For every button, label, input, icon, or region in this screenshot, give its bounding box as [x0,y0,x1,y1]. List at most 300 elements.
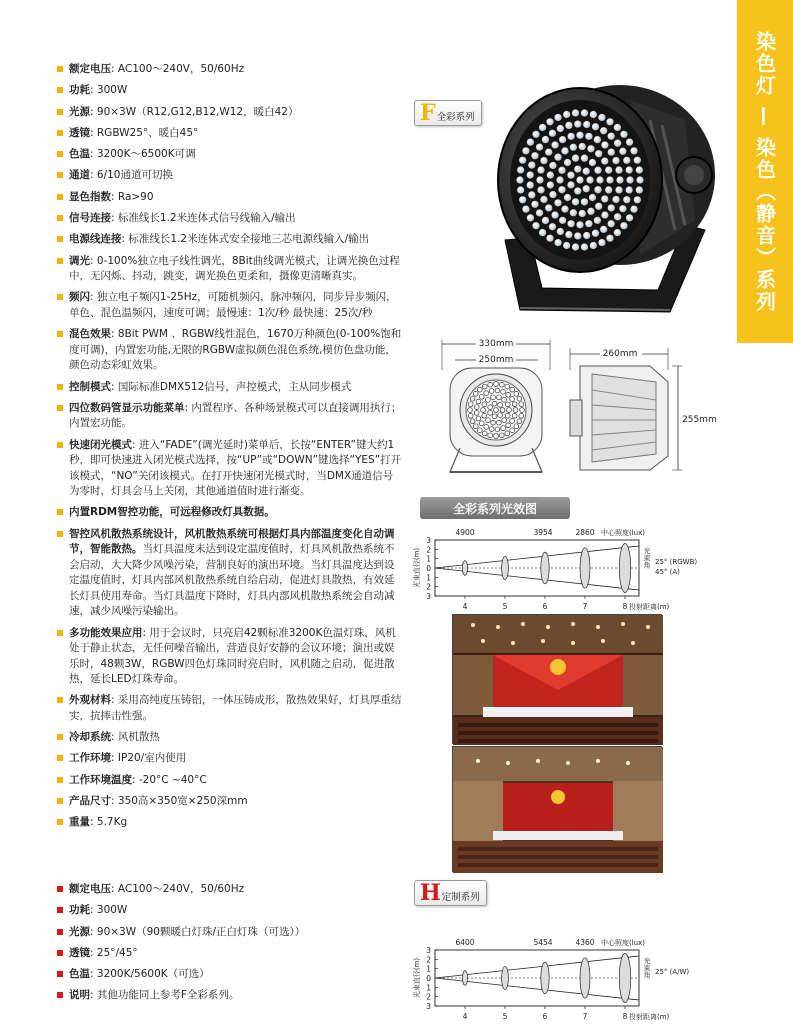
led-dot [554,239,561,246]
led-dot [579,210,586,217]
f-series-name: 全彩系列 [436,112,475,123]
led-dot [527,181,534,188]
spec-separator: : [111,795,115,808]
front-led-dot [482,431,487,436]
front-led-dot [492,401,497,406]
led-dot [572,243,579,250]
y-tick-label: 0 [426,974,431,983]
beam-cross-section [619,544,630,593]
spec-separator: : [90,105,94,118]
led-dot [615,166,622,173]
bullet-marker [57,886,63,892]
spec-value: 风机散热 [114,731,160,744]
spec-label: 色温 [69,968,90,981]
led-dot [542,217,549,224]
spec-item [57,168,402,184]
led-dot [563,111,570,118]
bullet-marker [57,442,63,448]
led-dot [546,235,553,242]
led-dot [590,242,597,249]
led-dot [594,217,601,224]
y-tick-label: 1 [426,554,431,564]
led-dot [594,167,601,174]
front-led-dot [520,408,525,413]
led-dot [558,167,565,174]
led-dot [634,157,641,164]
spec-value: -20°C ~40°C [135,773,207,786]
x-tick-label: 4 [462,1012,468,1021]
led-dot [601,195,608,202]
spec-value: RGBW25°、暖白45° [93,126,199,139]
bullet-marker [57,929,63,935]
y-tick-label: 2 [426,955,431,965]
led-dot [630,206,637,213]
spec-separator: : [90,946,94,959]
led-dot [561,205,568,212]
led-dot [608,148,615,155]
led-dot [583,121,590,128]
led-dot [598,114,605,121]
x-tick-label: 8 [622,1012,628,1021]
led-dot [626,176,633,183]
bullet-marker [57,236,63,242]
spec-item [57,62,402,78]
front-led-dot [489,427,494,432]
spec-separator: : [90,925,94,938]
led-dot [612,157,619,164]
spec-item [57,988,402,1004]
front-led-dot [514,391,519,396]
illuminance-value: 4900 [455,528,475,537]
led-dot [551,211,558,218]
led-dot [592,123,599,130]
auditorium-photo-2 [452,746,662,872]
front-led-dot [488,410,493,415]
led-dot [547,171,554,178]
front-led-dot [501,426,506,431]
spec-value: AC100～240V，50/60Hz [114,63,245,75]
front-led-dot [505,413,510,418]
spec-separator: : [111,190,115,203]
front-led-dot [468,402,473,407]
spec-value: 350高×350宽×250深mm [114,795,248,808]
bullet-marker [57,87,63,93]
dim-width-inner: 250mm [478,355,514,365]
led-dot [626,214,633,221]
led-dot [540,196,547,203]
x-tick-label: 7 [582,1012,588,1021]
beam-cross-section [462,971,467,985]
spec-separator: : [111,328,115,341]
spec-value: 25°/45° [93,946,138,959]
spec-separator: : [90,989,94,1002]
spec-label: 频闪 [69,291,90,304]
spec-label: 功耗 [69,84,90,97]
spec-value: 90×3W（R12,G12,B12,W12，暖白42） [93,105,299,118]
led-dot [564,159,571,166]
led-dot [539,124,546,131]
h-series-name: 定制系列 [441,892,480,903]
led-dot [557,125,564,132]
spec-separator: : [90,148,94,161]
front-led-dot [481,408,486,413]
x-tick-label: 7 [582,602,588,611]
front-led-dot [491,395,496,400]
bullet-marker [57,331,63,337]
spec-value: 用于会议时，只亮启42颗标准3200K色温灯珠，风机处于静止状态，无任何噪音输出，营造良好安静的会议环境；演出或娱乐时，48颗3W，RGBW四色灯珠同时亮启时，风机随之启动，促进散热，延长LED灯珠寿命。 [69,626,396,686]
front-led-dot [482,384,487,389]
spec-separator: : [132,773,136,786]
spec-value: 3200K～6500K可调 [93,148,196,161]
front-led-dot [498,413,503,418]
led-dot [572,198,579,205]
spec-item [57,773,402,789]
front-led-dot [492,414,497,419]
front-led-dot [496,395,501,400]
front-led-dot [501,389,506,394]
spec-separator: : [90,816,94,829]
spec-value: 300W [93,84,128,97]
led-dot [608,220,615,227]
spec-item [57,327,402,374]
y-axis-label: 光束直径(m) [413,547,421,589]
spec-item [57,254,402,285]
led-dot [532,131,539,138]
led-dot [590,111,597,118]
led-dot [630,147,637,154]
led-dot [581,155,588,162]
illuminance-value: 3954 [533,528,553,537]
spec-label: 色温 [69,148,90,161]
bullet-marker [57,194,63,200]
bullet-marker [57,258,63,264]
effect-section-header [420,497,570,519]
x-tick-label: 4 [462,602,468,611]
illuminance-value: 5454 [533,938,553,947]
led-dot [600,127,607,134]
y-tick-label: 3 [426,536,431,545]
led-dot [608,204,615,211]
front-led-dot [500,408,505,413]
h-beam-chart [413,934,735,1024]
spec-item [57,232,402,248]
x-tick-label: 5 [502,1012,508,1021]
spec-label: 控制模式 [69,380,111,393]
beam-cross-section [541,552,549,584]
spec-value: 90×3W（90颗暖白灯珠/正白灯珠（可选）） [93,925,306,938]
spec-item [57,105,402,121]
spec-label: 重量 [69,816,90,829]
spec-item [57,967,402,983]
spec-separator: : [121,233,126,246]
spec-label: 四位数码管显示功能菜单 [69,401,185,414]
led-dot [574,165,581,172]
led-dot [587,145,594,152]
spec-label: 内置RDM智控功能，可远程修改灯具数据。 [69,506,275,519]
led-dot [540,157,547,164]
led-dot [537,166,544,173]
led-dot [527,214,534,221]
front-led-dot [510,428,515,433]
led-dot [594,136,601,143]
spec-value: 8Bit PWM 、RGBW线性混色，1670万种颜色(0-100%饱和度可调)，内置宏功能,无限的RGBW虚拟颜色混色系统,模仿色盘功能，颜色动态彩虹效果。 [69,328,402,372]
front-led-dot [484,391,489,396]
spec-value: 当灯具温度未达到设定温度值时，灯具风机散热系统不会启动，大大降少风噪污染，营制良好的演出环境。当灯具温度达到设定温度值时，灯具内部风机散热系统自给启动，促进灯具散热，有效延长灯具使用寿命。当灯具温度下降时，灯具内部风机散热系统会自动减速，减少风噪污染输出。 [69,543,395,618]
led-dot [565,231,572,238]
bullet-marker [57,151,63,157]
dimension-drawings [420,330,717,485]
front-led-dot [479,394,484,399]
spec-item [57,211,402,227]
led-dot [614,124,621,131]
y-tick-label: 0 [426,564,431,573]
spec-value: 进入“FADE”(调光延时)菜单后，长按“ENTER”键大约1秒，即可快速进入闭光模式选择，按“UP”或“DOWN”键选择“YES”打开该模式，“NO”关闭该模式。在打开快速闭光模式时，当DMX通道信号为零时，灯具会马上关闭，其他通道值时进行渐变。 [69,438,402,498]
spec-value: 采用高纯度压铸铝，一体压铸成形，散热效果好，灯具厚重结实，抗摔击性强。 [69,694,402,722]
led-dot [564,194,571,201]
front-led-dot [488,433,493,438]
beam-cross-section [541,962,549,994]
led-dot [531,201,538,208]
front-led-dot [488,405,493,410]
spec-label: 透镜 [69,946,90,959]
spec-item [57,290,402,321]
spec-label: 透镜 [69,126,90,139]
bullet-marker [57,819,63,825]
front-led-dot [505,384,510,389]
front-led-dot [502,418,507,423]
par-lamp-illustration [480,80,730,320]
led-dot [572,109,579,116]
dim-width-outer: 330mm [478,339,514,349]
led-dot [606,118,613,125]
led-dot [606,235,613,242]
front-led-dot [494,434,499,439]
front-led-dot [495,388,500,393]
led-dot [522,206,529,213]
f-series-tag [414,100,482,126]
bullet-marker [57,294,63,300]
front-led-dot [505,431,510,436]
x-tick-label: 6 [542,1012,548,1021]
bullet-marker [57,907,63,913]
front-led-dot [519,402,524,407]
led-dot [576,132,583,139]
spec-value: Ra>90 [114,190,154,203]
front-led-dot [473,424,478,429]
front-led-dot [479,421,484,426]
front-led-dot [502,397,507,402]
led-dot [615,186,622,193]
led-dot [536,143,543,150]
led-dot [601,141,608,148]
led-dot [583,185,590,192]
led-dot [519,157,526,164]
led-dot [606,176,613,183]
beam-angle-value: 25° (RGWB) [655,558,698,566]
led-dot [556,176,563,183]
front-led-dot [474,411,479,416]
led-dot [592,230,599,237]
led-dot [581,109,588,116]
spec-item [57,946,402,962]
led-dot [547,181,554,188]
spec-label: 光源 [69,105,90,118]
led-dot [557,228,564,235]
spec-item [57,401,402,432]
led-dot [636,176,643,183]
led-dot [594,186,601,193]
led-dot [516,176,523,183]
auditorium-photo-1 [452,614,662,744]
spec-item [57,730,402,746]
bullet-marker [57,509,63,515]
beam-angle-value: 45° (A) [655,568,680,576]
led-dot [559,136,566,143]
led-dot [554,199,561,206]
led-dot [595,203,602,210]
led-dot [576,221,583,228]
spec-item [57,903,402,919]
led-dot [587,208,594,215]
front-led-dot [482,402,487,407]
spec-item [57,505,402,521]
spec-value: 6/10通道可切换 [93,169,173,182]
spec-label: 通道 [69,169,90,182]
front-led-dot [477,387,482,392]
front-led-dot [517,419,522,424]
x-axis-label: 投射距离(m) [629,603,670,611]
front-led-dot [510,397,515,402]
beam-cross-section [580,548,590,588]
spec-label: 产品尺寸 [69,795,111,808]
spec-label: 说明 [69,989,90,1002]
led-dot [558,186,565,193]
led-dot [545,148,552,155]
spec-value: 独立电子频闪1-25Hz，可随机频闪，脉冲频闪，同步异步频闪，单色、混色温频闪，速度可调；最慢速：1次/秒 最快速：25次/秒 [69,291,397,319]
beam-cross-section [502,556,509,579]
bullet-marker [57,734,63,740]
spec-value: 国际标准DMX512信号，声控模式，主从同步模式 [114,380,352,393]
effect-section-title: 全彩系列光效图 [452,501,537,516]
spec-item [57,527,402,620]
led-dot [532,222,539,229]
front-led-dot [506,392,511,397]
h-series-letter: H [420,880,441,906]
beam-cross-section [580,958,590,998]
spec-separator: : [90,291,94,304]
led-dot [608,133,615,140]
led-dot [623,196,630,203]
led-dot [528,191,535,198]
spec-item [57,794,402,810]
bullet-marker [57,755,63,761]
beam-angle-value: 25° (A/W) [655,968,690,976]
led-dot [549,223,556,230]
led-dot [589,194,596,201]
front-led-dot [510,387,515,392]
led-dot [581,243,588,250]
spec-separator: : [90,84,94,97]
bullet-marker [57,777,63,783]
led-dot [545,204,552,211]
spec-label: 工作环境 [69,752,111,765]
illuminance-value: 6400 [455,938,475,947]
front-led-dot [505,402,510,407]
front-led-dot [517,396,522,401]
bullet-marker [57,405,63,411]
led-dot [570,144,577,151]
front-led-dot [499,433,504,438]
led-dot [600,226,607,233]
front-led-dot [484,424,489,429]
y-tick-label: 1 [426,573,431,583]
led-dot [549,191,556,198]
illuminance-value: 4360 [575,938,595,947]
spec-value: 300W [93,904,128,917]
led-dot [601,211,608,218]
led-dot [626,139,633,146]
front-led-dot [512,402,517,407]
led-dot [561,147,568,154]
led-dot [567,133,574,140]
spec-separator: : [111,883,115,895]
led-dot [536,176,543,183]
led-dot [585,133,592,140]
led-dot [517,186,524,193]
led-dot [567,181,574,188]
led-dot [551,141,558,148]
front-led-dot [519,413,524,418]
beam-angle-label: 光束角 [643,957,651,979]
spec-separator: : [90,904,94,917]
y-tick-label: 3 [426,946,431,955]
front-led-dot [495,427,500,432]
y-tick-label: 2 [426,992,431,1002]
front-led-dot [476,416,481,421]
front-led-dot [473,391,478,396]
led-dot [536,209,543,216]
spec-item [57,882,402,898]
led-dot [598,239,605,246]
spec-label: 信号连接 [69,212,111,225]
spec-separator: : [142,626,147,639]
bullet-marker [57,630,63,636]
bullet-marker [57,971,63,977]
spec-separator: : [90,126,94,139]
led-dot [595,150,602,157]
led-dot [574,187,581,194]
led-dot [574,232,581,239]
front-led-dot [499,382,504,387]
led-dot [636,186,643,193]
front-led-dot [474,405,479,410]
spec-item [57,147,402,163]
led-dot [549,130,556,137]
spec-separator: : [111,63,115,75]
spec-value: 5.7Kg [93,816,128,829]
led-dot [579,143,586,150]
led-dot [605,166,612,173]
bullet-marker [57,384,63,390]
spec-separator: : [111,694,115,707]
bullet-marker [57,215,63,221]
led-dot [626,166,633,173]
beam-cross-section [502,966,509,989]
x-axis-label: 投射距离(m) [629,1013,670,1021]
spec-separator: : [111,731,115,744]
bullet-marker [57,531,63,537]
front-led-dot [470,396,475,401]
